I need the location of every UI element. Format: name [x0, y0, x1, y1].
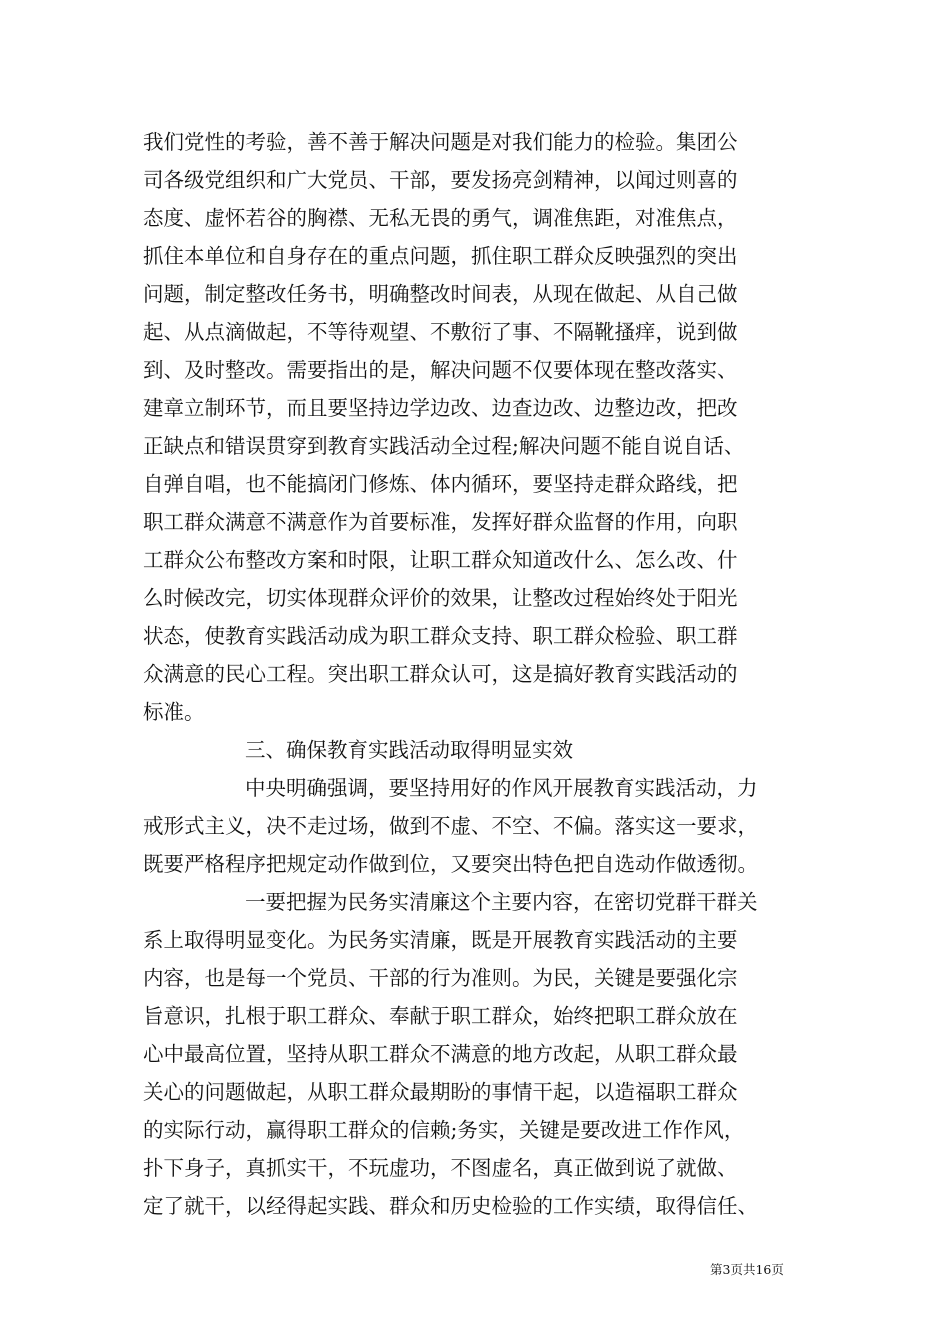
text-line: 定了就干，以经得起实践、群众和历史检验的工作实绩，取得信任、: [143, 1194, 758, 1218]
text-line: 态度、虚怀若谷的胸襟、无私无畏的勇气，调准焦距，对准焦点，: [143, 206, 738, 230]
text-line: 内容，也是每一个党员、干部的行为准则。为民，关键是要强化宗: [143, 966, 738, 990]
text-line: 建章立制环节，而且要坚持边学边改、边查边改、边整边改，把改: [143, 396, 738, 420]
section-heading: 三、确保教育实践活动取得明显实效: [245, 738, 573, 762]
text-line: 旨意识，扎根于职工群众、奉献于职工群众，始终把职工群众放在: [143, 1004, 738, 1028]
text-line: 正缺点和错误贯穿到教育实践活动全过程;解决问题不能自说自话、: [143, 434, 745, 458]
text-line: 我们党性的考验，善不善于解决问题是对我们能力的检验。集团公: [143, 130, 738, 154]
text-line: 关心的问题做起，从职工群众最期盼的事情干起，以造福职工群众: [143, 1080, 738, 1104]
text-line: 众满意的民心工程。突出职工群众认可，这是搞好教育实践活动的: [143, 662, 738, 686]
text-line: 既要严格程序把规定动作做到位，又要突出特色把自选动作做透彻。: [143, 852, 758, 876]
text-line: 职工群众满意不满意作为首要标准，发挥好群众监督的作用，向职: [143, 510, 738, 534]
text-line: 状态，使教育实践活动成为职工群众支持、职工群众检验、职工群: [143, 624, 738, 648]
text-line: 起、从点滴做起，不等待观望、不敷衍了事、不隔靴搔痒，说到做: [143, 320, 738, 344]
text-line: 到、及时整改。需要指出的是，解决问题不仅要体现在整改落实、: [143, 358, 738, 382]
text-line: 戒形式主义，决不走过场，做到不虚、不空、不偏。落实这一要求，: [143, 814, 758, 838]
page-number: 第3页共16页: [710, 1262, 784, 1277]
text-line: 心中最高位置，坚持从职工群众不满意的地方改起，从职工群众最: [143, 1042, 738, 1066]
paragraph-first-line: 中央明确强调，要坚持用好的作风开展教育实践活动，力: [245, 776, 758, 800]
paragraph-first-line: 一要把握为民务实清廉这个主要内容，在密切党群干群关: [245, 890, 758, 914]
text-line: 工群众公布整改方案和时限，让职工群众知道改什么、怎么改、什: [143, 548, 738, 572]
text-line: 自弹自唱，也不能搞闭门修炼、体内循环，要坚持走群众路线，把: [143, 472, 738, 496]
text-line: 司各级党组织和广大党员、干部，要发扬亮剑精神，以闻过则喜的: [143, 168, 738, 192]
text-line: 标准。: [143, 700, 205, 724]
text-line: 的实际行动，赢得职工群众的信赖;务实，关键是要改进工作作风，: [143, 1118, 745, 1142]
text-line: 抓住本单位和自身存在的重点问题，抓住职工群众反映强烈的突出: [143, 244, 738, 268]
text-line: 么时候改完，切实体现群众评价的效果，让整改过程始终处于阳光: [143, 586, 738, 610]
text-line: 系上取得明显变化。为民务实清廉，既是开展教育实践活动的主要: [143, 928, 738, 952]
text-line: 问题，制定整改任务书，明确整改时间表，从现在做起、从自己做: [143, 282, 738, 306]
text-line: 扑下身子，真抓实干，不玩虚功，不图虚名，真正做到说了就做、: [143, 1156, 738, 1180]
